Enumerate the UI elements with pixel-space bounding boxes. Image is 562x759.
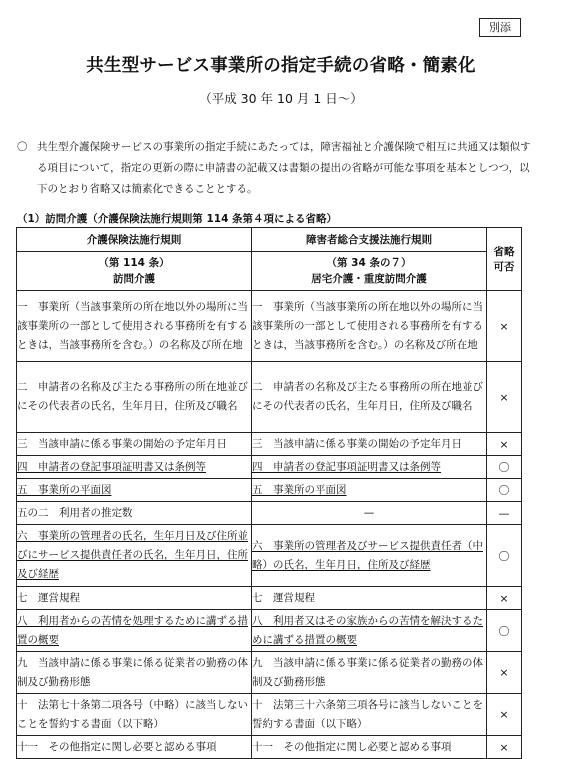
row-right-cell: — bbox=[252, 502, 487, 525]
subheader-care-insurance bbox=[17, 252, 252, 291]
table-row bbox=[17, 736, 522, 759]
subheader-right-article: （第 34 条の７） bbox=[326, 257, 412, 269]
omission-mark: 〇 bbox=[487, 610, 522, 652]
row-left-cell: 一 事業所（当該事業所の所在地以外の場所に当該事業所の一部として使用される事務所を有するときは，当該事務所を含む。）の名称及び所在地 bbox=[17, 291, 252, 362]
table-row bbox=[17, 694, 522, 736]
header-care-insurance: 介護保険法施行規則 bbox=[17, 228, 252, 252]
table-row bbox=[17, 362, 522, 433]
table-row bbox=[17, 433, 522, 456]
row-right-cell: 四 申請者の登記事項証明書又は条例等 bbox=[252, 460, 441, 473]
table-row bbox=[17, 502, 522, 525]
table-row bbox=[17, 610, 522, 652]
omission-mark: 〇 bbox=[487, 479, 522, 502]
row-right-cell: 九 当該申請に係る事業に係る従業者の勤務の体制及び勤務形態 bbox=[252, 652, 487, 694]
row-left-cell: 九 当該申請に係る事業に係る従業者の勤務の体制及び勤務形態 bbox=[17, 652, 252, 694]
table-row bbox=[17, 291, 522, 362]
subheader-right-service: 居宅介護・重度訪問介護 bbox=[311, 273, 427, 285]
attachment-tag: 別添 bbox=[479, 18, 521, 37]
omission-mark: × bbox=[487, 587, 522, 610]
omission-mark: × bbox=[487, 291, 522, 362]
row-left-cell: 五 事業所の平面図 bbox=[17, 483, 112, 496]
row-right-cell: 十一 その他指定に関し必要と認める事項 bbox=[252, 736, 487, 759]
row-left-cell: 八 利用者からの苦情を処理するために講ずる措置の概要 bbox=[17, 614, 248, 646]
subheader-disability-support bbox=[252, 252, 487, 291]
page-title: 共生型サービス事業所の指定手続の省略・簡素化 bbox=[86, 56, 476, 76]
table-row bbox=[17, 456, 522, 479]
header-omission-flag bbox=[487, 228, 522, 291]
row-right-cell: 七 運営規程 bbox=[252, 587, 487, 610]
row-left-cell: 五の二 利用者の推定数 bbox=[17, 502, 252, 525]
omission-mark: × bbox=[487, 433, 522, 456]
table-row bbox=[17, 652, 522, 694]
intro-paragraph bbox=[17, 137, 532, 200]
row-left-cell: 十 法第七十条第二項各号（中略）に該当しないことを誓約する書面（以下略） bbox=[17, 694, 252, 736]
omission-mark: × bbox=[487, 362, 522, 433]
row-right-cell: 十 法第三十六条第三項各号に該当しないことを誓約する書面（以下略） bbox=[252, 694, 487, 736]
row-left-cell: 四 申請者の登記事項証明書又は条例等 bbox=[17, 460, 206, 473]
omission-mark: 〇 bbox=[487, 525, 522, 587]
circle-bullet-icon: 〇 bbox=[17, 141, 28, 153]
intro-text: 共生型介護保険サービスの事業所の指定手続にあたっては，障害福祉と介護保険で相互に共通又は類似する項目について，指定の更新の際に申請書の記載又は書類の提出の省略が可能な事項を基本としつつ，以下のとおり省略又は簡素化できることとする。 bbox=[37, 141, 531, 195]
comparison-table bbox=[16, 227, 522, 759]
omission-mark: × bbox=[487, 694, 522, 736]
row-right-cell: 六 事業所の管理者及びサービス提供責任者（中略）の氏名，生年月日，住所及び経歴 bbox=[252, 539, 483, 571]
row-right-cell: 一 事業所（当該事業所の所在地以外の場所に当該事業所の一部として使用される事務所を有するときは，当該事務所を含む。）の名称及び所在地 bbox=[252, 291, 487, 362]
omission-mark: 〇 bbox=[487, 456, 522, 479]
table-row bbox=[17, 479, 522, 502]
header-flag-line2: 可否 bbox=[493, 261, 515, 273]
row-left-cell: 十一 その他指定に関し必要と認める事項 bbox=[17, 736, 252, 759]
row-left-cell: 六 事業所の管理者の氏名，生年月日及び住所並びにサービス提供責任者の氏名，生年月日，住所及び経歴 bbox=[17, 530, 248, 580]
page-subtitle: （平成 30 年 10 月 1 日〜） bbox=[199, 91, 363, 106]
row-left-cell: 二 申請者の名称及び主たる事務所の所在地並びにその代表者の氏名，生年月日，住所及び職名 bbox=[17, 362, 252, 433]
subheader-left-article: （第 114 条） bbox=[98, 257, 170, 269]
header-flag-line1: 省略 bbox=[493, 246, 515, 258]
omission-mark: — bbox=[487, 502, 522, 525]
header-disability-support: 障害者総合支援法施行規則 bbox=[252, 228, 487, 252]
omission-mark: × bbox=[487, 652, 522, 694]
row-right-cell: 三 当該申請に係る事業の開始の予定年月日 bbox=[252, 433, 487, 456]
row-right-cell: 二 申請者の名称及び主たる事務所の所在地並びにその代表者の氏名，生年月日，住所及び職名 bbox=[252, 362, 487, 433]
table-row bbox=[17, 525, 522, 587]
row-right-cell: 八 利用者又はその家族からの苦情を解決するために講ずる措置の概要 bbox=[252, 614, 483, 646]
omission-mark: × bbox=[487, 736, 522, 759]
row-right-cell: 五 事業所の平面図 bbox=[252, 483, 347, 496]
subheader-left-service: 訪問介護 bbox=[113, 273, 155, 285]
section-heading: （1）訪問介護（介護保険法施行規則第 114 条第４項による省略） bbox=[17, 213, 338, 225]
row-left-cell: 七 運営規程 bbox=[17, 587, 252, 610]
row-left-cell: 三 当該申請に係る事業の開始の予定年月日 bbox=[17, 433, 252, 456]
table-row bbox=[17, 587, 522, 610]
